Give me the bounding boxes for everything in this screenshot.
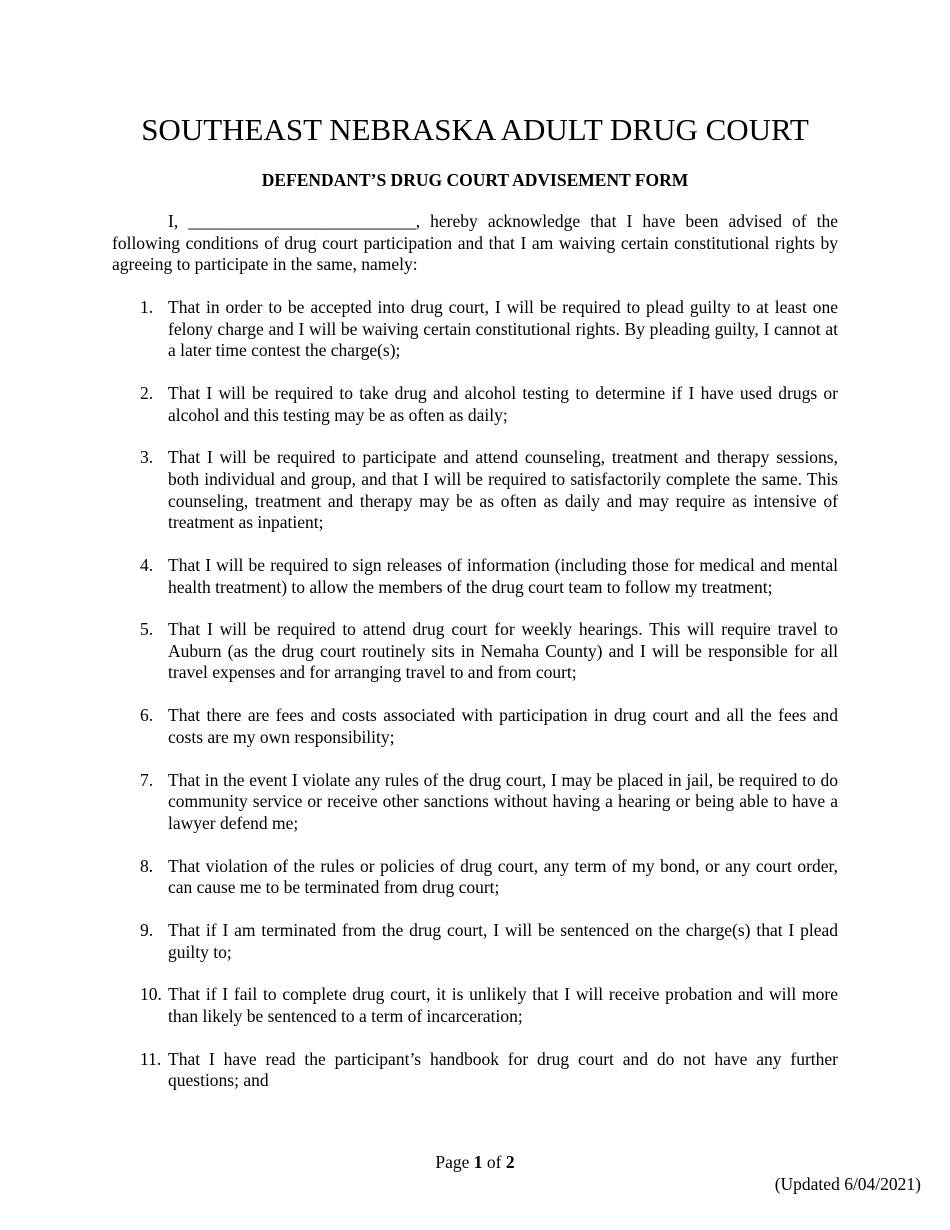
condition-number: 11. bbox=[140, 1048, 162, 1069]
condition-text: That I will be required to sign releases of information (including those for medical and mental health treatment) to allow the members of the drug court team to follow my treatment; bbox=[168, 554, 838, 597]
intro-prefix: I, bbox=[168, 211, 179, 231]
condition-text: That I will be required to participate and attend counseling, treatment and therapy sessions, both individual and group, and that I will be required to satisfactorily complete the same. This counseling, treatment and therapy may be as often as daily and may require as intensive of treatment as inpatient; bbox=[168, 447, 838, 533]
intro-text: , hereby acknowledge that I have been advised of the following conditions of drug court participation and that I am waiving certain constitutional rights by agreeing to participate in the same, namely: bbox=[112, 211, 839, 275]
condition-text: That I will be required to take drug and alcohol testing to determine if I have used drugs or alcohol and this testing may be as often as daily; bbox=[168, 382, 838, 425]
condition-text: That violation of the rules or policies of drug court, any term of my bond, or any court order, can cause me to be terminated from drug court; bbox=[168, 855, 838, 898]
condition-number: 7. bbox=[140, 769, 154, 790]
page-current: 1 bbox=[473, 1152, 483, 1172]
condition-item bbox=[112, 705, 838, 748]
condition-text: That there are fees and costs associated with participation in drug court and all the fees and costs are my own responsibility; bbox=[168, 705, 838, 747]
condition-item bbox=[112, 1049, 838, 1092]
updated-date: (Updated 6/04/2021) bbox=[774, 1174, 921, 1194]
condition-item bbox=[112, 297, 838, 362]
condition-number: 5. bbox=[140, 619, 154, 640]
condition-number: 3. bbox=[140, 447, 154, 468]
condition-number: 10. bbox=[140, 984, 162, 1005]
condition-text: That I have read the participant’s handbook for drug court and do not have any further questions; and bbox=[168, 1048, 838, 1091]
condition-number: 9. bbox=[140, 919, 154, 940]
condition-item bbox=[112, 770, 838, 835]
intro-paragraph bbox=[112, 211, 838, 276]
condition-number: 6. bbox=[140, 705, 154, 726]
page-of: of bbox=[486, 1152, 502, 1172]
name-blank-field: __________________________ bbox=[188, 211, 416, 231]
condition-text: That in the event I violate any rules of the drug court, I may be placed in jail, be required to do community service or receive other sanctions without having a hearing or being able to have a lawyer defend me; bbox=[168, 769, 838, 833]
condition-item bbox=[112, 984, 838, 1027]
condition-text: That if I am terminated from the drug court, I will be sentenced on the charge(s) that I plead guilty to; bbox=[168, 919, 838, 962]
condition-number: 8. bbox=[140, 855, 154, 876]
condition-item bbox=[112, 383, 838, 426]
page-number bbox=[0, 1151, 950, 1173]
page-word: Page bbox=[435, 1152, 470, 1172]
condition-text: That I will be required to attend drug court for weekly hearings. This will require travel to Auburn (as the drug court routinely sits in Nemaha County) and I will be responsible for all travel expenses and for arranging travel to and from court; bbox=[168, 619, 838, 683]
condition-item bbox=[112, 619, 838, 684]
condition-number: 1. bbox=[140, 297, 154, 317]
condition-text: That if I fail to complete drug court, it is unlikely that I will receive probation and will more than likely be sentenced to a term of incarceration; bbox=[168, 984, 838, 1026]
page-total: 2 bbox=[505, 1152, 515, 1172]
form-subtitle: DEFENDANT’S DRUG COURT ADVISEMENT FORM bbox=[261, 170, 689, 190]
condition-number: 4. bbox=[140, 554, 154, 575]
form-title: SOUTHEAST NEBRASKA ADULT DRUG COURT bbox=[141, 112, 809, 147]
condition-number: 2. bbox=[140, 382, 154, 403]
condition-item bbox=[112, 555, 838, 598]
condition-item bbox=[112, 447, 838, 533]
condition-item bbox=[112, 856, 838, 899]
conditions-list bbox=[112, 297, 838, 1113]
condition-text: That in order to be accepted into drug court, I will be required to plead guilty to at least one felony charge and I will be waiving certain constitutional rights. By pleading guilty, I cannot at a later time contest the charge(s); bbox=[168, 297, 838, 361]
condition-item bbox=[112, 920, 838, 963]
